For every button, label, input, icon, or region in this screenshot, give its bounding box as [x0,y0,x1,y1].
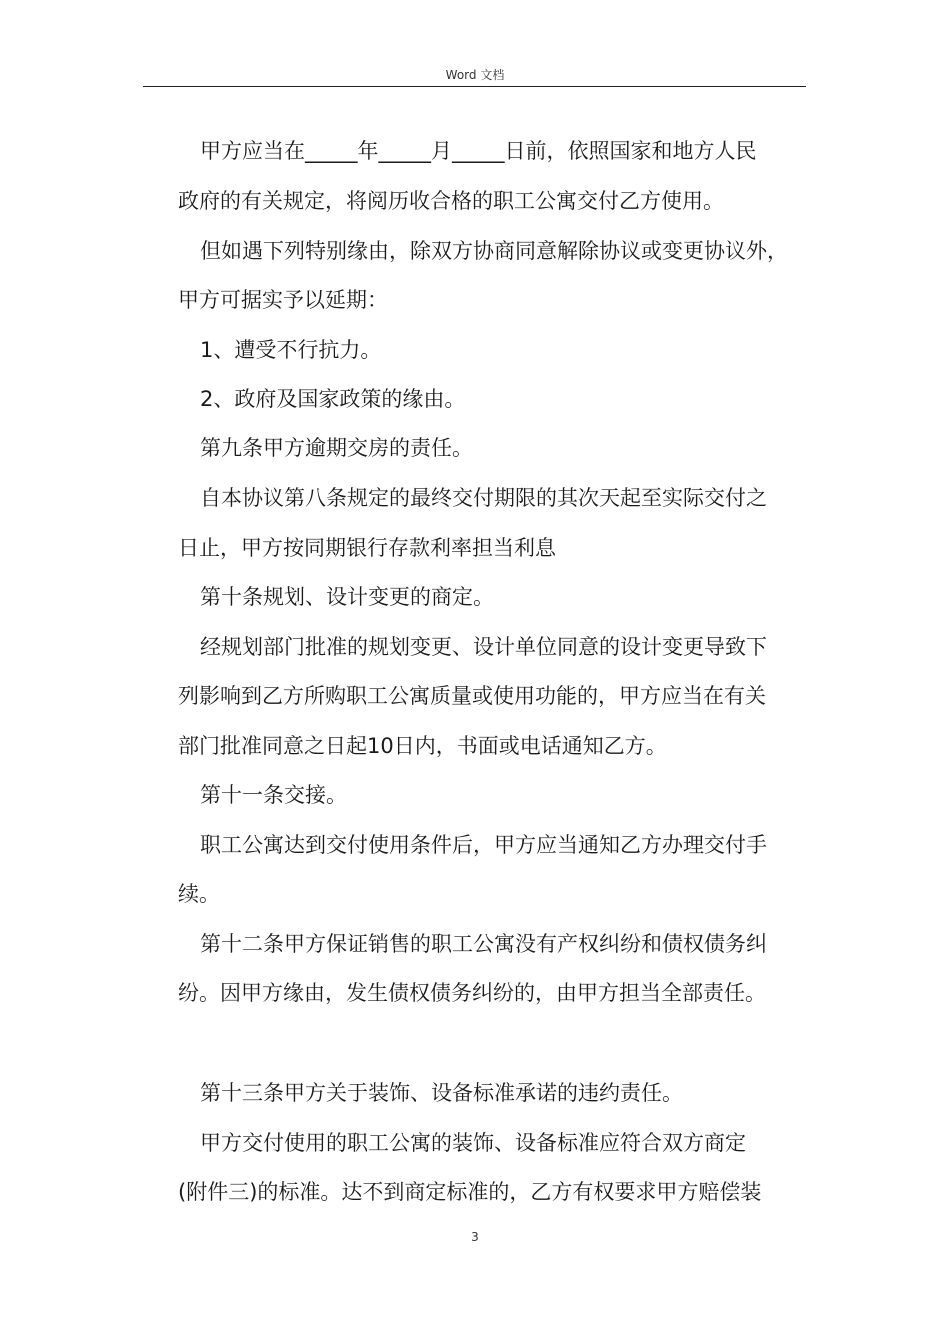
paragraph-line: 纷。因甲方缘由，发生债权债务纠纷的，由甲方担当全部责任。 [178,981,766,1005]
paragraph-line: 日止，甲方按同期银行存款利率担当利息 [178,536,556,560]
paragraph-line: 甲方可据实予以延期： [178,288,388,312]
paragraph-line: 第十一条交接。 [200,783,347,807]
header-rule [143,86,806,87]
paragraph-line: 第十二条甲方保证销售的职工公寓没有产权纠纷和债权债务纠 [200,932,767,956]
paragraph-line: 政府的有关规定，将阅历收合格的职工公寓交付乙方使用。 [178,189,724,213]
paragraph-line: 1、遭受不行抗力。 [200,338,382,362]
page-header: Word 文档 [445,68,505,82]
paragraph-line: 但如遇下列特别缘由，除双方协商同意解除协议或变更协议外， [200,239,788,263]
paragraph-line: 第九条甲方逾期交房的责任。 [200,436,473,460]
paragraph-line: 职工公寓达到交付使用条件后，甲方应当通知乙方办理交付手 [200,833,767,857]
paragraph-line: (附件三)的标准。达不到商定标准的，乙方有权要求甲方赔偿装 [178,1180,762,1204]
paragraph-line: 列影响到乙方所购职工公寓质量或使用功能的，甲方应当在有关 [178,684,766,708]
paragraph-line: 续。 [178,882,220,906]
page-number: 3 [471,1230,479,1244]
paragraph-line: 甲方交付使用的职工公寓的装饰、设备标准应符合双方商定 [200,1131,746,1155]
paragraph-line: 2、政府及国家政策的缘由。 [200,387,466,411]
paragraph-line: 第十条规划、设计变更的商定。 [200,585,494,609]
paragraph-line: 甲方应当在_____年_____月_____日前，依照国家和地方人民 [200,139,757,163]
paragraph-line: 第十三条甲方关于装饰、设备标准承诺的违约责任。 [200,1081,683,1105]
paragraph-line: 部门批准同意之日起10日内，书面或电话通知乙方。 [178,734,667,758]
paragraph-line: 自本协议第八条规定的最终交付期限的其次天起至实际交付之 [200,486,767,510]
paragraph-line: 经规划部门批准的规划变更、设计单位同意的设计变更导致下 [200,635,767,659]
